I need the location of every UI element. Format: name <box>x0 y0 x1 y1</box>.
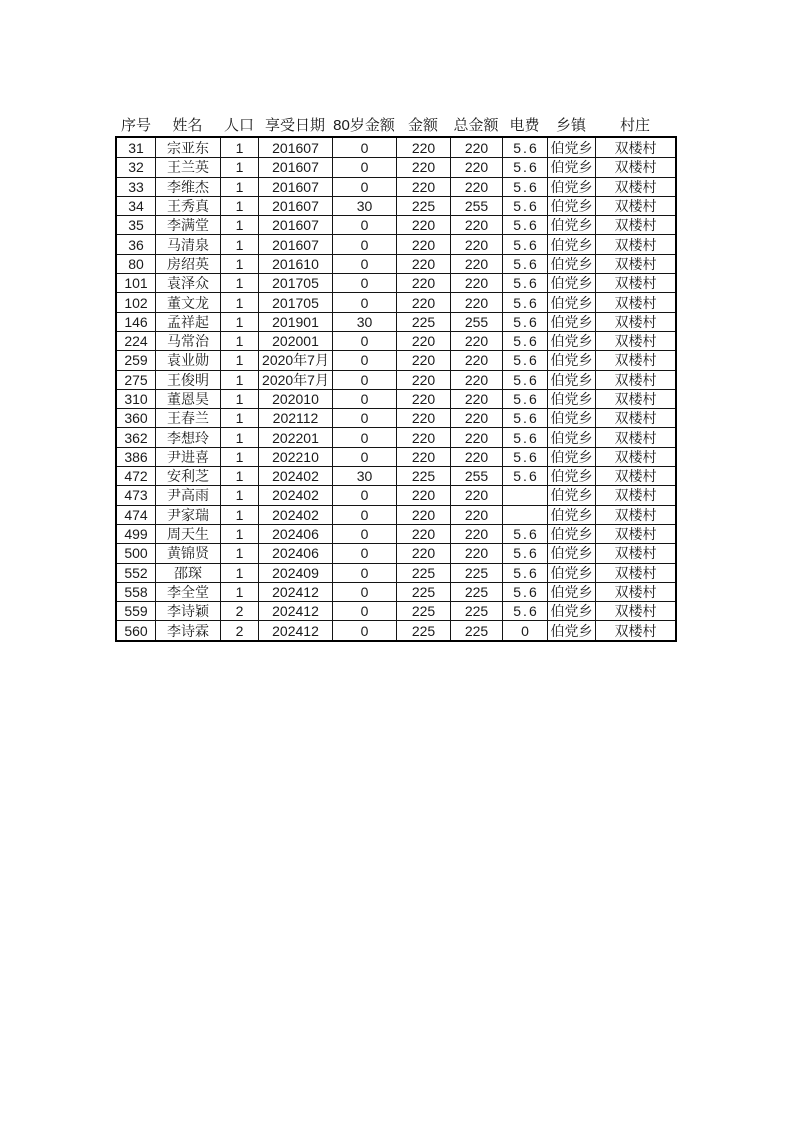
table-cell: 0 <box>332 178 396 196</box>
table-cell: 1 <box>220 467 258 485</box>
table-cell: 499 <box>124 526 148 543</box>
table-row <box>117 524 675 543</box>
table-cell: 220 <box>450 274 502 292</box>
table-cell: 310 <box>124 391 148 407</box>
table-cell: 0 <box>332 525 396 543</box>
table-cell: 220 <box>396 332 450 350</box>
table-cell: 5.6 <box>502 448 547 466</box>
table-row <box>117 273 675 292</box>
table-cell: 伯党乡 <box>547 544 595 562</box>
table-row <box>117 138 675 157</box>
table-cell: 80 <box>128 255 144 272</box>
table-cell: 5.6 <box>502 178 547 196</box>
table-cell: 伯党乡 <box>547 235 595 253</box>
table-cell: 220 <box>450 390 502 408</box>
column-header-1: 序号 <box>120 117 151 134</box>
table-cell: 34 <box>128 198 144 215</box>
table-cell: 220 <box>396 255 450 273</box>
table-cell: 220 <box>396 274 450 292</box>
table-cell: 220 <box>450 448 502 466</box>
table-row <box>117 543 675 562</box>
table-cell: 225 <box>450 564 502 582</box>
table-cell: 1 <box>220 255 258 273</box>
table-row <box>117 215 675 234</box>
table-cell: 双楼村 <box>595 197 675 215</box>
table-cell: 201610 <box>258 255 332 273</box>
table-cell: 0 <box>332 544 396 562</box>
table-cell: 双楼村 <box>595 371 675 389</box>
table-cell: 202406 <box>258 544 332 562</box>
table-cell: 双楼村 <box>595 293 675 311</box>
table-row <box>117 254 675 273</box>
table-cell: 220 <box>450 332 502 350</box>
table-cell: 559 <box>124 603 148 620</box>
table-cell: 尹进喜 <box>155 448 220 466</box>
table-cell: 220 <box>450 486 502 504</box>
benefit-table <box>115 136 677 642</box>
table-row <box>117 292 675 311</box>
table-cell: 202001 <box>258 332 332 350</box>
table-cell: 伯党乡 <box>547 178 595 196</box>
table-cell: 0 <box>332 486 396 504</box>
table-cell: 225 <box>450 602 502 620</box>
table-cell: 220 <box>396 428 450 446</box>
table-cell: 双楼村 <box>595 235 675 253</box>
table-cell: 双楼村 <box>595 138 675 157</box>
table-row <box>117 485 675 504</box>
table-cell: 560 <box>124 622 148 639</box>
table-cell: 双楼村 <box>595 158 675 176</box>
table-cell: 220 <box>396 525 450 543</box>
table-cell: 500 <box>124 545 148 562</box>
column-header-10: 村庄 <box>619 117 650 134</box>
table-row <box>117 350 675 369</box>
table-cell: 220 <box>396 178 450 196</box>
table-cell: 201607 <box>258 138 332 157</box>
table-cell: 0 <box>332 332 396 350</box>
table-row <box>117 601 675 620</box>
table-cell: 201705 <box>258 293 332 311</box>
table-cell: 220 <box>450 428 502 446</box>
table-cell: 220 <box>450 544 502 562</box>
table-row <box>117 582 675 601</box>
table-cell: 1 <box>220 564 258 582</box>
table-cell: 双楼村 <box>595 313 675 331</box>
table-cell: 伯党乡 <box>547 255 595 273</box>
table-row <box>117 620 675 639</box>
table-cell: 472 <box>124 468 148 485</box>
table-cell: 双楼村 <box>595 602 675 620</box>
table-cell: 伯党乡 <box>547 313 595 331</box>
table-cell: 220 <box>396 506 450 524</box>
table-cell: 双楼村 <box>595 486 675 504</box>
table-cell: 146 <box>124 313 148 330</box>
table-cell: 5.6 <box>502 138 547 157</box>
table-cell: 202412 <box>258 621 332 639</box>
table-cell: 202210 <box>258 448 332 466</box>
table-cell: 董恩昊 <box>155 390 220 408</box>
table-cell: 0 <box>332 390 396 408</box>
table-cell: 225 <box>396 583 450 601</box>
column-header-4: 享受日期 <box>264 117 325 134</box>
table-cell: 202402 <box>258 467 332 485</box>
table-cell: 1 <box>220 197 258 215</box>
table-cell: 李满堂 <box>155 216 220 234</box>
table-cell: 0 <box>332 293 396 311</box>
table-cell: 5.6 <box>502 467 547 485</box>
table-cell: 36 <box>128 236 144 253</box>
table-cell: 220 <box>396 409 450 427</box>
table-cell: 双楼村 <box>595 351 675 369</box>
table-row <box>117 389 675 408</box>
table-cell: 255 <box>450 197 502 215</box>
table-cell: 474 <box>124 506 148 523</box>
table-cell: 33 <box>128 178 144 195</box>
table-cell <box>502 506 547 524</box>
table-cell: 伯党乡 <box>547 216 595 234</box>
column-header-8: 电费 <box>509 117 540 134</box>
table-cell: 王兰英 <box>155 158 220 176</box>
table-cell: 5.6 <box>502 274 547 292</box>
table-cell: 5.6 <box>502 371 547 389</box>
table-cell: 0 <box>332 351 396 369</box>
column-header-6: 金额 <box>407 117 438 134</box>
table-cell: 5.6 <box>502 583 547 601</box>
table-cell: 30 <box>332 313 396 331</box>
table-cell: 双楼村 <box>595 506 675 524</box>
table-cell: 伯党乡 <box>547 371 595 389</box>
table-cell: 225 <box>450 583 502 601</box>
table-cell: 伯党乡 <box>547 583 595 601</box>
table-row <box>117 466 675 485</box>
table-cell: 王俊明 <box>155 371 220 389</box>
table-cell: 马清泉 <box>155 235 220 253</box>
table-cell: 202406 <box>258 525 332 543</box>
table-cell: 伯党乡 <box>547 506 595 524</box>
table-cell: 220 <box>396 216 450 234</box>
table-cell: 1 <box>220 332 258 350</box>
table-row <box>117 177 675 196</box>
table-cell: 35 <box>128 217 144 234</box>
table-cell: 伯党乡 <box>547 621 595 639</box>
table-cell: 202112 <box>258 409 332 427</box>
table-cell: 伯党乡 <box>547 197 595 215</box>
table-cell: 1 <box>220 138 258 157</box>
table-cell: 201901 <box>258 313 332 331</box>
table-cell: 220 <box>450 409 502 427</box>
table-cell: 1 <box>220 313 258 331</box>
table-cell: 1 <box>220 274 258 292</box>
table-cell: 邵琛 <box>155 564 220 582</box>
table-row <box>117 408 675 427</box>
table-cell: 伯党乡 <box>547 390 595 408</box>
table-cell: 2 <box>220 602 258 620</box>
table-cell: 360 <box>124 410 148 427</box>
table-cell: 伯党乡 <box>547 332 595 350</box>
table-cell: 双楼村 <box>595 583 675 601</box>
table-cell: 275 <box>124 371 148 388</box>
table-cell: 双楼村 <box>595 255 675 273</box>
table-row <box>117 563 675 582</box>
table-cell: 220 <box>396 235 450 253</box>
table-cell: 225 <box>450 621 502 639</box>
table-row <box>117 447 675 466</box>
table-cell: 220 <box>450 525 502 543</box>
table-header-row <box>117 113 675 136</box>
table-cell: 双楼村 <box>595 467 675 485</box>
table-cell: 0 <box>332 602 396 620</box>
table-cell: 0 <box>332 506 396 524</box>
table-cell: 1 <box>220 544 258 562</box>
table-cell: 双楼村 <box>595 216 675 234</box>
table-row <box>117 505 675 524</box>
table-cell: 0 <box>332 621 396 639</box>
table-cell: 220 <box>450 506 502 524</box>
table-cell: 1 <box>220 525 258 543</box>
table-cell: 0 <box>332 235 396 253</box>
table-cell: 伯党乡 <box>547 274 595 292</box>
table-cell: 0 <box>332 274 396 292</box>
table-cell: 1 <box>220 390 258 408</box>
table-cell: 双楼村 <box>595 332 675 350</box>
table-cell: 201607 <box>258 158 332 176</box>
table-cell: 伯党乡 <box>547 293 595 311</box>
table-cell: 220 <box>396 390 450 408</box>
table-cell: 2020年7月 <box>258 371 332 389</box>
table-cell: 李维杰 <box>155 178 220 196</box>
table-cell: 5.6 <box>502 216 547 234</box>
table-cell: 5.6 <box>502 544 547 562</box>
table-cell: 伯党乡 <box>547 138 595 157</box>
table-cell: 1 <box>220 486 258 504</box>
table-cell: 伯党乡 <box>547 448 595 466</box>
table-cell: 202201 <box>258 428 332 446</box>
table-cell: 5.6 <box>502 313 547 331</box>
table-cell: 5.6 <box>502 351 547 369</box>
table-cell: 5.6 <box>502 293 547 311</box>
table-cell <box>502 486 547 504</box>
column-header-2: 姓名 <box>172 117 203 134</box>
table-cell: 伯党乡 <box>547 486 595 504</box>
table-cell: 1 <box>220 178 258 196</box>
table-cell: 1 <box>220 448 258 466</box>
table-cell: 220 <box>396 158 450 176</box>
table-cell: 220 <box>450 235 502 253</box>
table-cell: 宗亚东 <box>155 138 220 157</box>
table-cell: 伯党乡 <box>547 409 595 427</box>
table-cell: 202412 <box>258 602 332 620</box>
table-cell: 5.6 <box>502 255 547 273</box>
table-cell: 伯党乡 <box>547 467 595 485</box>
table-cell: 225 <box>396 564 450 582</box>
table-cell: 220 <box>396 293 450 311</box>
table-body <box>117 138 675 640</box>
table-cell: 0 <box>332 255 396 273</box>
table-cell: 双楼村 <box>595 428 675 446</box>
table-cell: 2 <box>220 621 258 639</box>
table-cell: 马常治 <box>155 332 220 350</box>
table-cell: 0 <box>332 138 396 157</box>
table-cell: 李诗颖 <box>155 602 220 620</box>
table-row <box>117 331 675 350</box>
table-cell: 255 <box>450 467 502 485</box>
table-cell: 1 <box>220 506 258 524</box>
table-cell: 225 <box>396 313 450 331</box>
table-cell: 0 <box>502 621 547 639</box>
table-cell: 2020年7月 <box>258 351 332 369</box>
table-cell: 伯党乡 <box>547 428 595 446</box>
table-cell: 孟祥起 <box>155 313 220 331</box>
table-cell: 1 <box>220 158 258 176</box>
table-cell: 5.6 <box>502 602 547 620</box>
table-cell: 225 <box>396 621 450 639</box>
table-cell: 5.6 <box>502 390 547 408</box>
table-cell: 5.6 <box>502 158 547 176</box>
table-cell: 双楼村 <box>595 544 675 562</box>
table-cell: 220 <box>396 448 450 466</box>
table-cell: 202402 <box>258 486 332 504</box>
table-cell: 1 <box>220 293 258 311</box>
table-cell: 周天生 <box>155 525 220 543</box>
table-cell: 伯党乡 <box>547 351 595 369</box>
table-cell: 袁业勋 <box>155 351 220 369</box>
table-cell: 5.6 <box>502 197 547 215</box>
table-cell: 尹高雨 <box>155 486 220 504</box>
column-header-9: 乡镇 <box>555 117 586 134</box>
table-cell: 225 <box>396 467 450 485</box>
table-cell: 安利芝 <box>155 467 220 485</box>
table-cell: 0 <box>332 371 396 389</box>
table-cell: 5.6 <box>502 235 547 253</box>
column-header-3: 人口 <box>223 117 254 134</box>
table-cell: 1 <box>220 235 258 253</box>
table-cell: 李诗霖 <box>155 621 220 639</box>
table-cell: 259 <box>124 352 148 369</box>
table-cell: 201607 <box>258 216 332 234</box>
table-cell: 31 <box>128 139 144 156</box>
table-cell: 0 <box>332 428 396 446</box>
table-row <box>117 370 675 389</box>
table-cell: 李全堂 <box>155 583 220 601</box>
table-cell: 尹家瑞 <box>155 506 220 524</box>
table-cell: 双楼村 <box>595 621 675 639</box>
table-cell: 1 <box>220 583 258 601</box>
table-cell: 双楼村 <box>595 178 675 196</box>
table-cell: 558 <box>124 583 148 600</box>
table-row <box>117 312 675 331</box>
table-cell: 30 <box>332 197 396 215</box>
table-cell: 李想玲 <box>155 428 220 446</box>
table-cell: 220 <box>450 138 502 157</box>
table-cell: 1 <box>220 409 258 427</box>
table-cell: 伯党乡 <box>547 602 595 620</box>
table-cell: 220 <box>396 544 450 562</box>
column-header-5: 80岁金额 <box>333 117 395 134</box>
table-cell: 房绍英 <box>155 255 220 273</box>
table-cell: 102 <box>124 294 148 311</box>
table-cell: 王春兰 <box>155 409 220 427</box>
table-cell: 双楼村 <box>595 409 675 427</box>
column-header-7: 总金额 <box>453 117 499 134</box>
table-cell: 5.6 <box>502 564 547 582</box>
table-row <box>117 234 675 253</box>
table-cell: 0 <box>332 583 396 601</box>
table-cell: 220 <box>396 371 450 389</box>
table-cell: 伯党乡 <box>547 158 595 176</box>
table-cell: 201607 <box>258 178 332 196</box>
table-cell: 32 <box>128 159 144 176</box>
table-cell: 552 <box>124 564 148 581</box>
table-cell: 255 <box>450 313 502 331</box>
table-cell: 201607 <box>258 235 332 253</box>
table-cell: 220 <box>450 158 502 176</box>
table-cell: 伯党乡 <box>547 525 595 543</box>
table-cell: 224 <box>124 333 148 350</box>
table-cell: 202402 <box>258 506 332 524</box>
table-cell: 5.6 <box>502 525 547 543</box>
table-row <box>117 157 675 176</box>
table-cell: 双楼村 <box>595 390 675 408</box>
table-cell: 220 <box>450 255 502 273</box>
table-cell: 袁泽众 <box>155 274 220 292</box>
table-cell: 201607 <box>258 197 332 215</box>
table-cell: 双楼村 <box>595 274 675 292</box>
table-cell: 220 <box>396 351 450 369</box>
table-cell: 220 <box>396 138 450 157</box>
table-cell: 双楼村 <box>595 564 675 582</box>
table-cell: 201705 <box>258 274 332 292</box>
table-cell: 386 <box>124 448 148 465</box>
table-cell: 202010 <box>258 390 332 408</box>
table-cell: 王秀真 <box>155 197 220 215</box>
table-cell: 双楼村 <box>595 525 675 543</box>
table-cell: 225 <box>396 197 450 215</box>
table-cell: 0 <box>332 409 396 427</box>
table-cell: 473 <box>124 487 148 504</box>
table-cell: 220 <box>450 178 502 196</box>
table-cell: 202412 <box>258 583 332 601</box>
table-cell: 伯党乡 <box>547 564 595 582</box>
table-cell: 0 <box>332 158 396 176</box>
table-cell: 1 <box>220 371 258 389</box>
table-cell: 220 <box>450 293 502 311</box>
table-cell: 1 <box>220 351 258 369</box>
table-cell: 202409 <box>258 564 332 582</box>
table-cell: 0 <box>332 448 396 466</box>
table-cell: 0 <box>332 564 396 582</box>
table-cell: 1 <box>220 428 258 446</box>
table-cell: 0 <box>332 216 396 234</box>
table-cell: 双楼村 <box>595 448 675 466</box>
table-cell: 362 <box>124 429 148 446</box>
table-cell: 董文龙 <box>155 293 220 311</box>
table-cell: 5.6 <box>502 428 547 446</box>
table-cell: 220 <box>450 216 502 234</box>
table-row <box>117 427 675 446</box>
table-cell: 220 <box>450 371 502 389</box>
table-cell: 220 <box>396 486 450 504</box>
table-cell: 225 <box>396 602 450 620</box>
table-cell: 5.6 <box>502 409 547 427</box>
table-cell: 220 <box>450 351 502 369</box>
table-row <box>117 196 675 215</box>
table-cell: 101 <box>124 275 148 292</box>
table-cell: 5.6 <box>502 332 547 350</box>
table-cell: 30 <box>332 467 396 485</box>
table-cell: 黄锦贤 <box>155 544 220 562</box>
table-cell: 1 <box>220 216 258 234</box>
